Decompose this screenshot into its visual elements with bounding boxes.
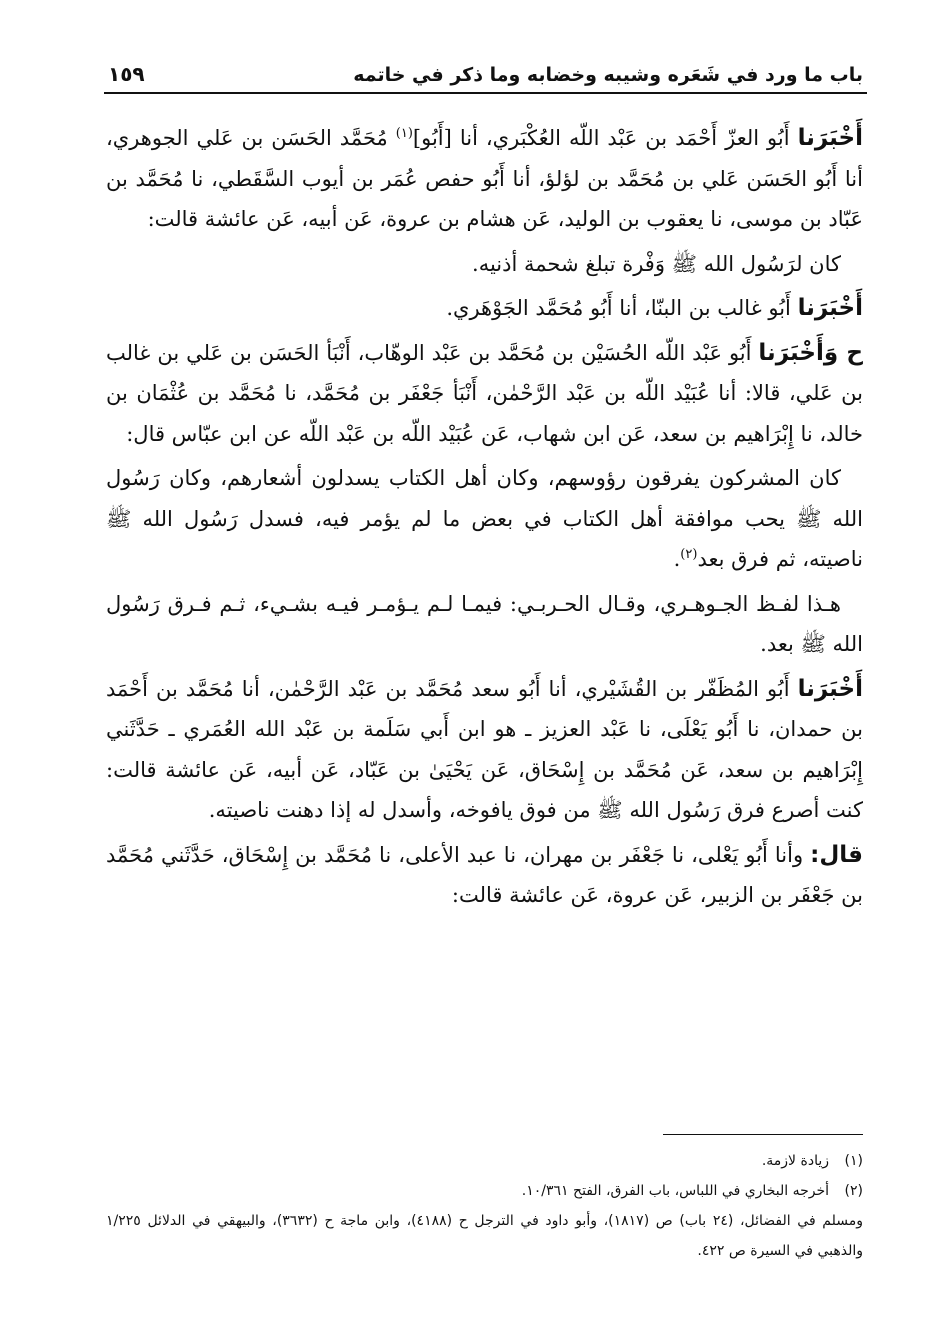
main-text <box>106 118 863 920</box>
paragraph-text: كان المشركون يفرقون رؤوسهم، وكان أهل الكتاب يسدلون أشعارهم، وكان رَسُول الله ﷺ يحب موافقة أهل الكتاب في بعض ما لم يؤمر فيه، فسدل رَسُول الله ﷺ ناصيته، ثم فرق بعد <box>106 466 863 571</box>
paragraph-2 <box>106 244 863 285</box>
paragraph-tail: . <box>673 547 681 571</box>
footnote-ref-2: (٢) <box>680 547 698 562</box>
footnote-rule <box>663 1134 863 1135</box>
paragraph-5 <box>106 458 863 580</box>
page-number: ١٥٩ <box>108 62 145 86</box>
paragraph-text: أَبُو غالب بن البنّا، أنا أَبُو مُحَمَّد الجَوْهَري. <box>446 296 798 320</box>
running-title: باب ما ورد في شَعَره وشيبه وخضابه وما ذكر في خاتمه <box>353 64 863 86</box>
footnote-2-continued: ومسلم في الفضائل، (٢٤ باب) ص (١٨١٧)، وأبو داود في الترجل ح (٤١٨٨)، وابن ماجة ح (٣٦٣٢)، والبيهقي في الدلائل ١/٢٢٥ والذهبي في السيرة ص ٤٢٢. <box>106 1213 863 1259</box>
paragraph-3 <box>106 288 863 329</box>
footnote-2 <box>106 1176 863 1206</box>
paragraph-7 <box>106 669 863 831</box>
paragraph-lead: أَخْبَرَنا <box>797 125 864 151</box>
paragraph-1 <box>106 118 863 240</box>
paragraph-text: وأنا أَبُو يَعْلى، نا جَعْفَر بن مهران، نا عبد الأعلى، نا مُحَمَّد بن إِسْحَاق، حَدَّثَني مُحَمَّد بن جَعْفَر بن الزبير، عَن عروة، عَن عائشة قالت: <box>106 842 863 907</box>
footnote-ref-1: (١) <box>395 126 413 141</box>
footnotes <box>106 1146 863 1266</box>
footnote-number: (١) <box>844 1153 863 1169</box>
footnote-text: أخرجه البخاري في اللباس، باب الفرق، الفتح ١٠/٣٦١. <box>521 1183 829 1199</box>
paragraph-4 <box>106 333 863 455</box>
paragraph-lead: قال: <box>810 841 863 868</box>
paragraph-lead: أَخْبَرَنا <box>797 675 863 702</box>
paragraph-text: كان لرَسُول الله ﷺ وَفْرة تبلغ شحمة أذنيه. <box>472 251 841 276</box>
paragraph-lead: ح وَأَخْبَرَنا <box>758 339 863 366</box>
paragraph-text: هـذا لفـظ الجـوهـري، وقـال الحـربـي: فيمـا لـم يـؤمـر فيـه بشـيء، ثـم فـرق رَسُول الله ﷺ بعد. <box>106 591 863 656</box>
paragraph-text: أَبُو المُظَفّر بن القُشَيْري، أنا أَبُو سعد مُحَمَّد بن عَبْد الرَّحْمٰن، أنا مُحَمَّد بن أَحْمَد بن حمدان، نا أَبُو يَعْلَى، نا عَبْد العزيز ـ هو ابن أَبي سَلَمة بن عَبْد الله العُمَري ـ حَدَّثَني إِبْرَاهيم بن سعد، عَن مُحَمَّد بن إِسْحَاق، عَن يَحْيَىٰ بن عَبّاد، عَن أبيه، عَن عائشة قالت: كنت أصرع فرق رَسُول الله ﷺ من فوق يافوخه، وأسدل له إذا دهنت ناصيته. <box>106 676 863 822</box>
header-rule <box>104 92 867 94</box>
page-header <box>108 56 863 86</box>
paragraph-lead: أَخْبَرَنا <box>797 295 863 321</box>
paragraph-text: أَبُو العزّ أَحْمَد بن عَبْد اللّه العُكْبَري، أنا [أَبُو] <box>412 126 798 150</box>
footnote-number: (٢) <box>844 1183 863 1199</box>
footnote-text: زيادة لازمة. <box>761 1153 829 1169</box>
paragraph-8 <box>106 835 863 916</box>
paragraph-text: أَبُو عَبْد اللّه الحُسَيْن بن مُحَمَّد بن عَبْد الوهّاب، أَنْبَأ الحَسَن بن عَلي بن غالب بن عَلي، قالا: أنا عُبَيْد اللّه بن عَبْد الرَّحْمٰن، أَنْبَأ جَعْفَر بن مُحَمَّد، نا مُحَمَّد بن عُثْمَان بن خالد، نا إِبْرَاهيم بن سعد، عَن ابن شهاب، عَن عُبَيْد اللّه بن عَبْد اللّه عن ابن عبّاس قال: <box>106 340 863 446</box>
paragraph-6 <box>106 584 863 665</box>
footnote-1 <box>106 1146 863 1176</box>
paragraph-tail: مُحَمَّد الحَسَن بن عَلي الجوهري، أنا أَبُو الحَسَن عَلي بن مُحَمَّد بن لؤلؤ، أنا أَبُو حفص عُمَر بن أيوب السَّقَطي، نا مُحَمَّد بن عَبّاد بن موسى، نا يعقوب بن الوليد، عَن هشام بن عروة، عَن أبيه، عَن عائشة قالت: <box>106 126 863 231</box>
